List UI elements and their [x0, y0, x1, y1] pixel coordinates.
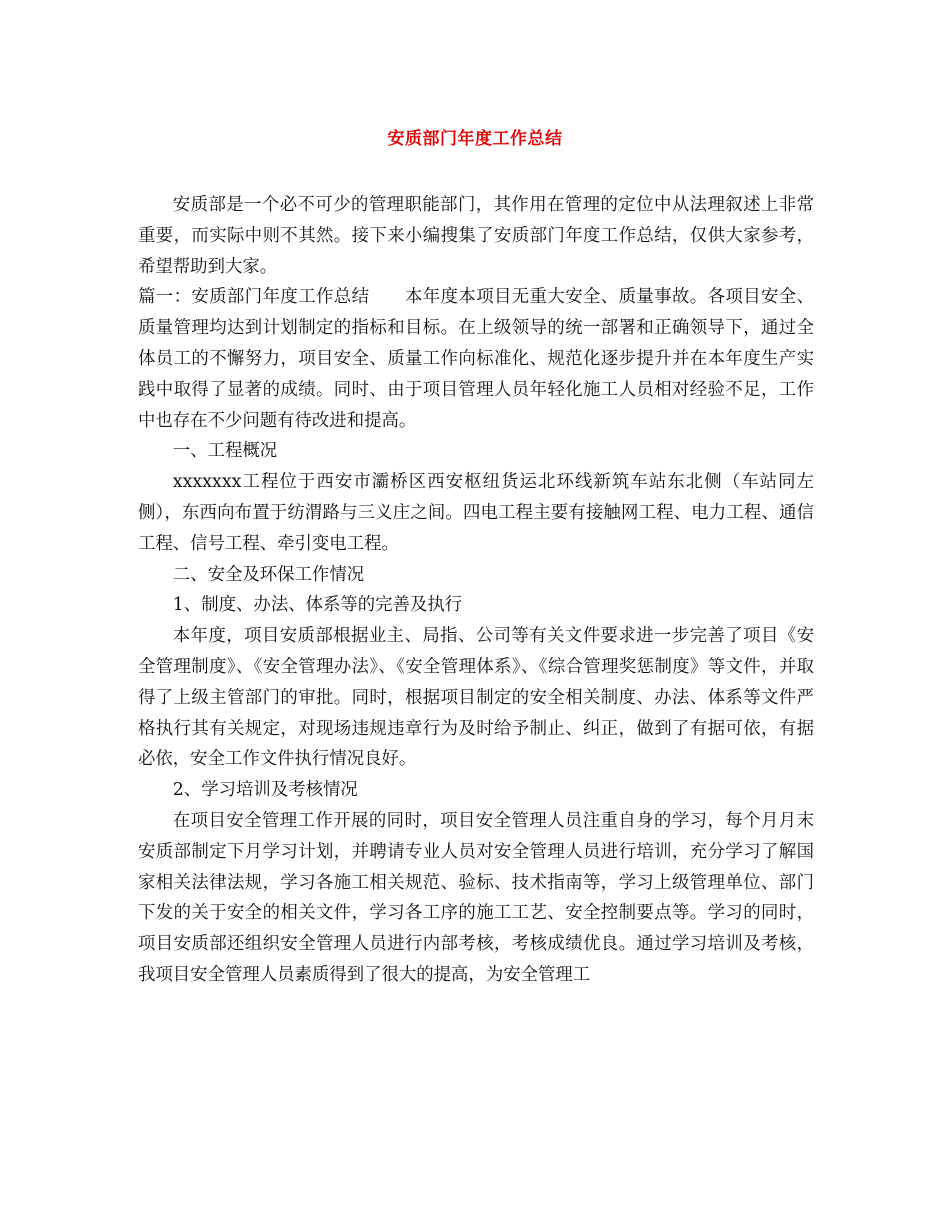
subheading-training: 2、学习培训及考核情况	[172, 780, 358, 801]
systems-paragraph: 本年度，项目安质部根据业主、局指、公司等有关文件要求进一步完善了项目《安全管理制度》、《安全管理办法》、《安全管理体系》、《综合管理奖惩制度》等文件，并取得了上级主管部门的审批。同时，根据项目制定的安全相关制度、办法、体系等文件严格执行其有关规定，对现场违规违章行为及时给予制止、纠正，做到了有据可依，有据必依，安全工作文件执行情况良好。	[138, 626, 814, 770]
heading-safety-environment: 二、安全及环保工作情况	[172, 564, 365, 585]
intro-paragraph: 安质部是一个必不可少的管理职能部门，其作用在管理的定位中从法理叙述上非常重要，而实际中则不其然。接下来小编搜集了安质部门年度工作总结，仅供大家参考，希望帮助到大家。	[138, 195, 814, 277]
section-one-paragraph: 篇一：安质部门年度工作总结 本年度本项目无重大安全、质量事故。各项目安全、质量管理均达到计划制定的指标和目标。在上级领导的统一部署和正确领导下，通过全体员工的不懈努力，项目安全、质量工作向标准化、规范化逐步提升并在本年度生产实践中取得了显著的成绩。同时、由于项目管理人员年轻化施工人员相对经验不足，工作中也存在不少问题有待改进和提高。	[138, 287, 814, 431]
project-overview-paragraph: xxxxxxx工程位于西安市灞桥区西安枢纽货运北环线新筑车站东北侧（车站同左侧），东西向布置于纺渭路与三义庄之间。四电工程主要有接触网工程、电力工程、通信工程、信号工程、牵引变电工程。	[138, 472, 814, 554]
document-body	[138, 190, 814, 991]
page-title: 安质部门年度工作总结	[387, 129, 563, 149]
heading-project-overview: 一、工程概况	[172, 441, 278, 462]
training-paragraph: 在项目安全管理工作开展的同时，项目安全管理人员注重自身的学习，每个月月末安质部制定下月学习计划，并聘请专业人员对安全管理人员进行培训，充分学习了解国家相关法律法规，学习各施工相关规范、验标、技术指南等，学习上级管理单位、部门下发的关于安全的相关文件，学习各工序的施工工艺、安全控制要点等。学习的同时，项目安质部还组织安全管理人员进行内部考核，考核成绩优良。通过学习培训及考核，我项目安全管理人员素质得到了很大的提高，为安全管理工	[138, 810, 814, 985]
subheading-systems: 1、制度、办法、体系等的完善及执行	[172, 595, 463, 616]
